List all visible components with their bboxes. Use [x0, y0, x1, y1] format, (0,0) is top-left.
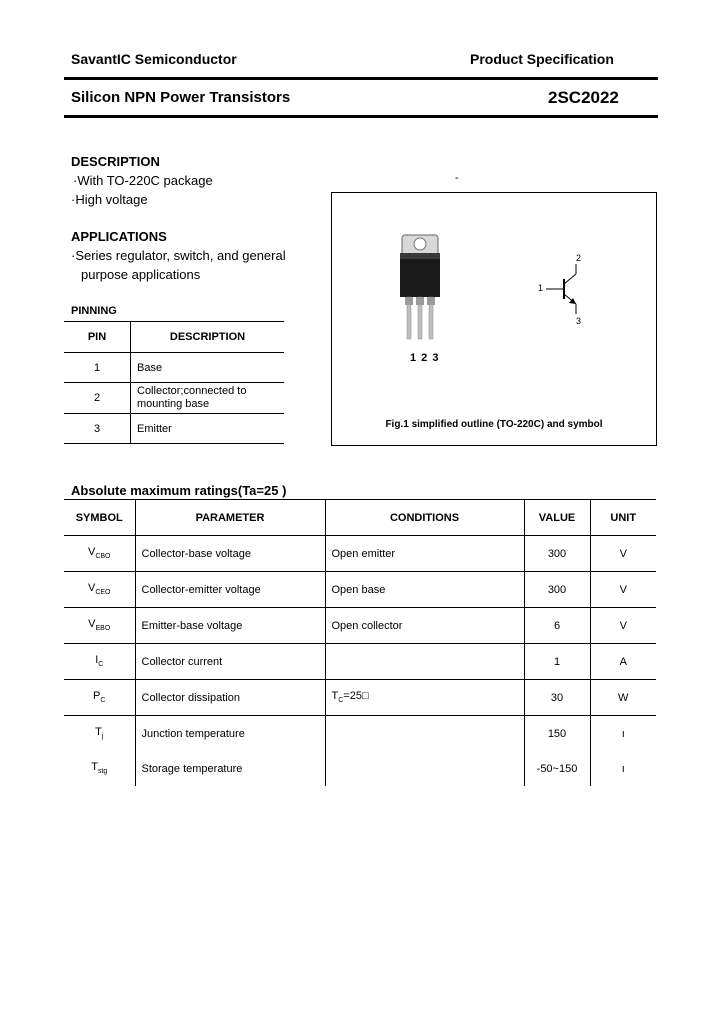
figure-dash: -: [455, 172, 459, 184]
value-cell: 150: [524, 716, 590, 752]
symbol-sub: stg: [97, 768, 108, 776]
value-cell: 300: [524, 572, 590, 608]
symbol-main: T: [91, 761, 98, 774]
symbol-sub: C: [100, 697, 106, 705]
symbol-main: I: [95, 654, 99, 667]
applications-item: purpose applications: [81, 267, 201, 282]
table-row: [64, 608, 656, 644]
table-row: [64, 680, 656, 716]
description-item: ·High voltage: [71, 192, 148, 207]
value-cell: 1: [524, 644, 590, 680]
symbol-sub: j: [101, 733, 104, 741]
value-cell: -50~150: [524, 751, 590, 786]
symbol-cell: [64, 716, 135, 752]
symbol-pin-1: 1: [538, 283, 544, 293]
unit-cell: V: [590, 572, 656, 608]
parameter-cell: Emitter-base voltage: [135, 608, 325, 644]
parameter-cell: Collector dissipation: [135, 680, 325, 716]
symbol-main: T: [95, 726, 102, 739]
figure-box: [331, 192, 657, 446]
company-name: SavantIC Semiconductor: [71, 51, 237, 67]
value-cell: 30: [524, 680, 590, 716]
symbol-sub: C: [98, 661, 104, 669]
value-cell: 300: [524, 536, 590, 572]
symbol-cell: [64, 644, 135, 680]
symbol-main: P: [93, 690, 101, 703]
pin-description: Collector;connected to mounting base: [131, 383, 285, 414]
symbol-cell: [64, 608, 135, 644]
col-conditions: CONDITIONS: [325, 500, 524, 536]
symbol-cell: [64, 751, 135, 786]
unit-cell: W: [590, 680, 656, 716]
header-rule-bottom: [64, 115, 658, 118]
value-cell: 6: [524, 608, 590, 644]
conditions-cell: [325, 680, 524, 716]
pin-number: 2: [64, 383, 131, 414]
symbol-main: V: [87, 546, 96, 559]
parameter-cell: Collector-emitter voltage: [135, 572, 325, 608]
symbol-pin-3: 3: [576, 316, 582, 326]
condition-rest: =25□: [343, 690, 369, 703]
unit-cell: A: [590, 644, 656, 680]
doc-type: Product Specification: [470, 51, 614, 67]
description-title: DESCRIPTION: [71, 154, 160, 169]
parameter-cell: Collector current: [135, 644, 325, 680]
pin-number: 3: [64, 414, 131, 444]
parameter-cell: Storage temperature: [135, 751, 325, 786]
conditions-cell: [325, 751, 524, 786]
ratings-title: Absolute maximum ratings(Ta=25 ): [71, 483, 287, 498]
npn-transistor-symbol: [546, 259, 586, 319]
table-header-row: [64, 322, 284, 353]
condition-sub: C: [338, 697, 344, 705]
table-row: [64, 644, 656, 680]
col-symbol: SYMBOL: [64, 500, 135, 536]
conditions-cell: Open emitter: [325, 536, 524, 572]
symbol-main: V: [88, 618, 96, 631]
table-row: [64, 716, 656, 752]
symbol-cell: [64, 680, 135, 716]
pin-description: Base: [131, 353, 285, 383]
table-row: [64, 353, 284, 383]
part-number: 2SC2022: [548, 88, 619, 107]
table-row: [64, 572, 656, 608]
unit-cell: V: [590, 536, 656, 572]
parameter-cell: Collector-base voltage: [135, 536, 325, 572]
col-value: VALUE: [524, 500, 590, 536]
conditions-cell: [325, 716, 524, 752]
unit-cell: ı: [590, 751, 656, 786]
pinning-table: [64, 321, 284, 444]
symbol-pin-2: 2: [576, 253, 582, 263]
unit-cell: ı: [590, 716, 656, 752]
symbol-cell: [64, 536, 135, 572]
symbol-sub: EBO: [95, 625, 111, 633]
header-rule-top: [64, 77, 658, 80]
table-row: [64, 414, 284, 444]
pin-number: 1: [64, 353, 131, 383]
conditions-cell: [325, 644, 524, 680]
conditions-cell: Open collector: [325, 608, 524, 644]
package-pin-numbers: 1 2 3: [410, 352, 440, 364]
symbol-sub: CEO: [95, 589, 111, 597]
to220-package-image: [390, 229, 460, 357]
ratings-table: [64, 499, 656, 786]
symbol-cell: [64, 572, 135, 608]
table-row: [64, 536, 656, 572]
conditions-cell: Open base: [325, 572, 524, 608]
description-item: ·With TO-220C package: [73, 173, 213, 188]
applications-item: ·Series regulator, switch, and general: [71, 248, 286, 263]
pinning-title: PINNING: [71, 305, 117, 317]
col-pin: PIN: [64, 322, 131, 353]
symbol-main: V: [87, 582, 96, 595]
parameter-cell: Junction temperature: [135, 716, 325, 752]
figure-caption: Fig.1 simplified outline (TO-220C) and symbol: [385, 419, 603, 430]
col-parameter: PARAMETER: [135, 500, 325, 536]
table-header-row: [64, 500, 656, 536]
symbol-sub: CBO: [95, 553, 111, 561]
col-unit: UNIT: [590, 500, 656, 536]
pin-description: Emitter: [131, 414, 285, 444]
unit-cell: V: [590, 608, 656, 644]
table-row: [64, 751, 656, 786]
product-line: Silicon NPN Power Transistors: [71, 89, 291, 106]
condition-main: T: [331, 690, 339, 703]
applications-title: APPLICATIONS: [71, 229, 167, 244]
col-description: DESCRIPTION: [131, 322, 285, 353]
table-row: [64, 383, 284, 414]
